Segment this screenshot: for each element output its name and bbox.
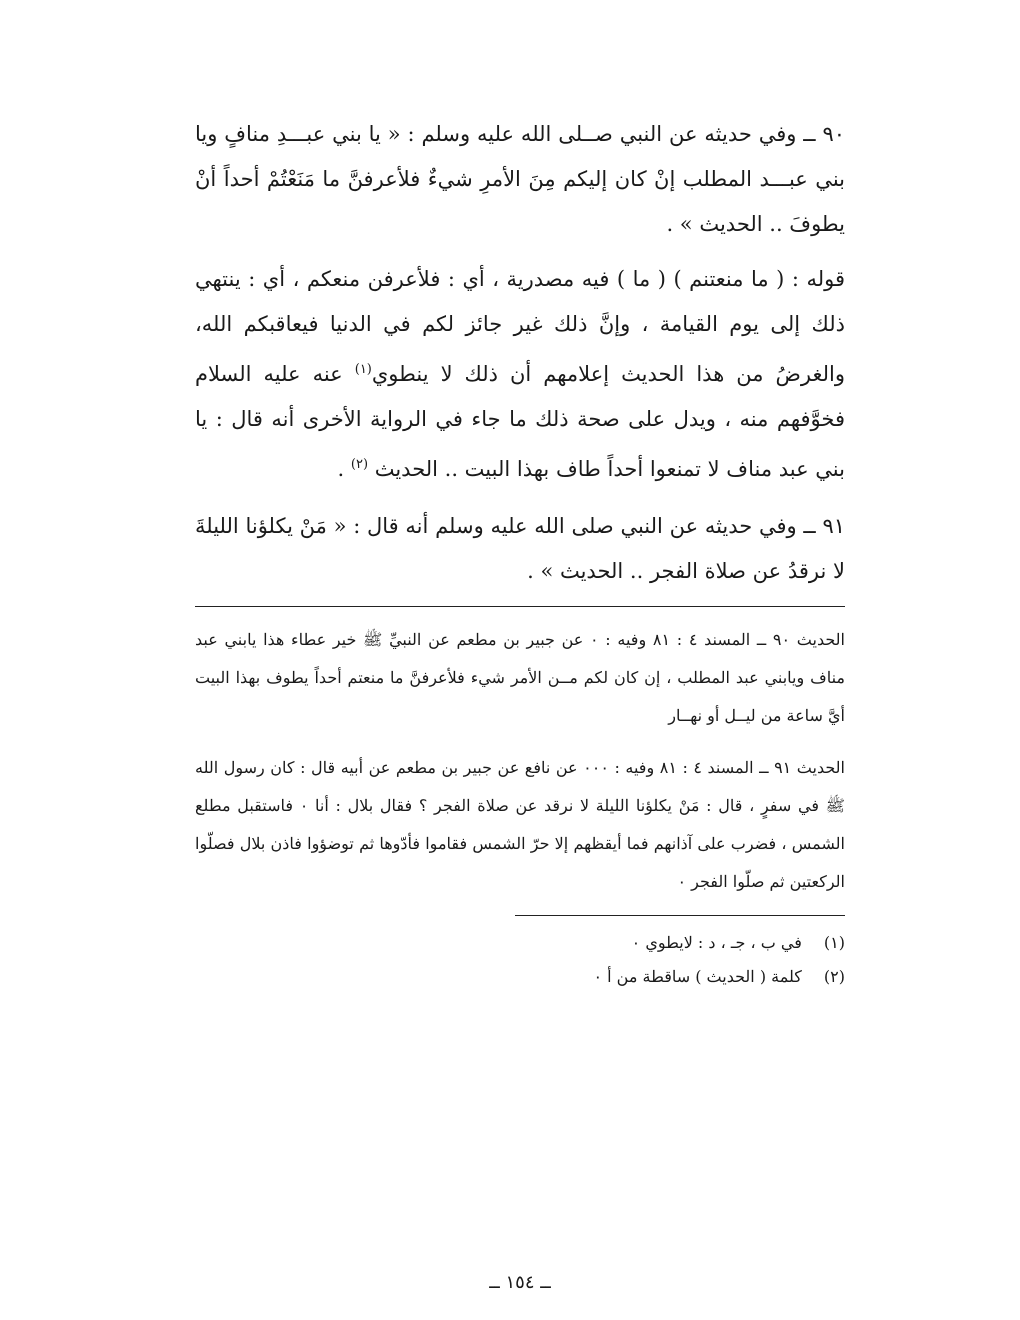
page-number xyxy=(195,1272,845,1293)
footnote-2-number: (٢) xyxy=(823,967,845,986)
note-90-paragraph: الحديث ٩٠ ــ المسند ٤ : ٨١ وفيه : ٠ عن جبير بن مطعم عن النبيِّ ﷺ خير عطاء هذا يابني عبد مناف ويابني عبد المطلب ، إن كان لكم مــن الأمر شيء فلأعرفنَّ ما منعتم أحداً يطوف بهذا البيت أيَّ ساعة من ليــل أو نهــار xyxy=(195,630,846,725)
commentary-text-continued: عنه عليه السلام فخوَّفهم منه ، ويدل على صحة ذلك ما جاء في الرواية الأخرى أنه قال : يا بني عبد مناف لا تمنعوا أحداً طاف بهذا البيت .. الحديث xyxy=(195,362,845,481)
footnote-marker-1: (١) xyxy=(354,362,372,377)
footnote-1 xyxy=(195,926,845,960)
hadith-91-paragraph: ٩١ ــ وفي حديثه عن النبي صلى الله عليه وسلم أنه قال : « مَنْ يكلؤنا الليلةَ لا نرقدُ عن صلاة الفجر .. الحديث » . xyxy=(195,514,845,583)
main-divider xyxy=(195,606,845,607)
commentary-paragraph xyxy=(195,257,845,492)
footnote-2 xyxy=(195,960,845,994)
hadith-90-paragraph: ٩٠ ــ وفي حديثه عن النبي صــلى الله عليه وسلم : « يا بني عبـــدِ منافٍ ويا بني عبـــد المطلب إنْ كان إليكم مِنَ الأمرِ شيءٌ فلأعرفنَّ ما مَنَعْتُمْ أحداً أنْ يطوفَ .. الحديث » . xyxy=(195,122,845,236)
page-body xyxy=(195,112,846,1293)
footnote-1-text: في ب ، جـ ، د : لايطوي ٠ xyxy=(631,933,802,952)
footnote-marker-2: (٢) xyxy=(350,457,369,472)
note-91-paragraph: الحديث ٩١ ــ المسند ٤ : ٨١ وفيه : ٠٠٠ عن نافع عن جبير بن مطعم عن أبيه قال : كان رسول الله ﷺ في سفرٍ ، قال : مَنْ يكلؤنا الليلة لا نرقد عن صلاة الفجر ؟ فقال بلال : أنا ٠ فاستقبل مطلع الشمس ، فضرب على آذانهم فما أيقظهم إلا حرّ الشمس فقاموا فأدّوها ثم توضؤوا فاذن بلال فصلّوا الركعتين ثم صلّوا الفجر ٠ xyxy=(195,758,846,891)
commentary-end: . xyxy=(337,457,345,481)
footnote-1-number: (١) xyxy=(823,933,845,952)
page-number-text: ــ ١٥٤ ــ xyxy=(489,1272,551,1293)
commentary-text: قوله : ( ما منعتنم ) ( ما ) فيه مصدرية ، أي : فلأعرفن منعكم ، أي : ينتهي ذلك إلى يوم القيامة ، وإنَّ ذلك غير جائز لكم في الدنيا فيعاقبكم الله، والغرضُ من هذا الحديث إعلامهم أن ذلك لا ينطوي xyxy=(195,267,845,386)
footnote-divider xyxy=(515,915,845,916)
footnote-2-text: كلمة ( الحديث ) ساقطة من أ ٠ xyxy=(593,967,802,986)
